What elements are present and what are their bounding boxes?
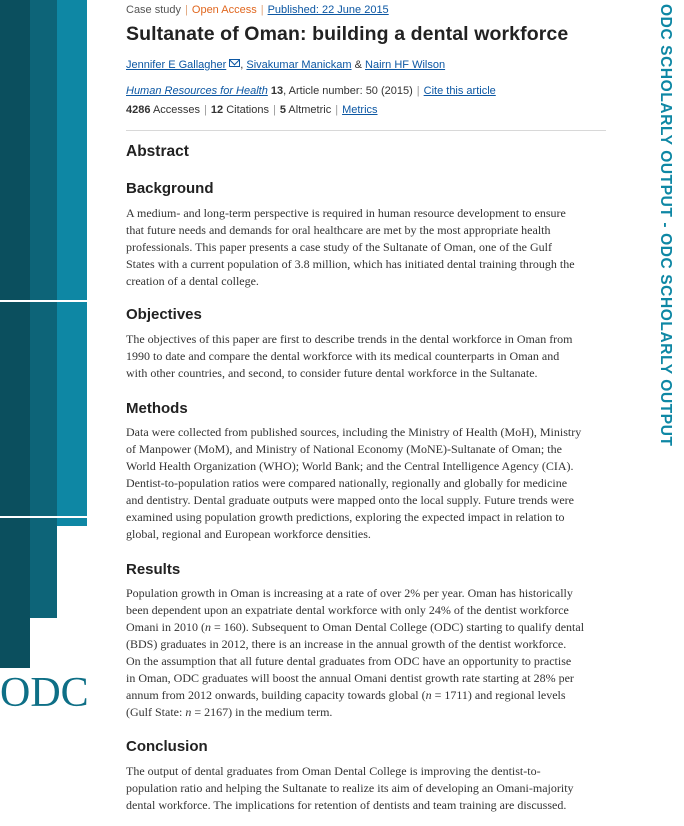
author-link[interactable]: Jennifer E Gallagher bbox=[126, 59, 227, 71]
decorative-bar-dark bbox=[0, 0, 30, 668]
journal-name-link[interactable]: Human Resources for Health bbox=[126, 85, 268, 97]
author-link[interactable]: Sivakumar Manickam bbox=[246, 59, 352, 71]
side-watermark-text: ODC SCHOLARLY OUTPUT - ODC SCHOLARLY OUTPUT bbox=[657, 4, 674, 447]
altmetric-label: Altmetric bbox=[288, 104, 332, 116]
section-heading-results: Results bbox=[126, 561, 181, 578]
author-list: Jennifer E Gallagher , Sivakumar Manickam & Nairn HF Wilson bbox=[126, 59, 446, 71]
abstract-heading: Abstract bbox=[126, 143, 189, 160]
journal-volume: 13 bbox=[270, 85, 284, 97]
odc-logo: ODC bbox=[0, 670, 89, 716]
article-title: Sultanate of Oman: building a dental workforce bbox=[126, 23, 569, 45]
section-heading-background: Background bbox=[126, 180, 214, 197]
accesses-count: 4286 bbox=[126, 104, 151, 116]
section-text-conclusion: The output of dental graduates from Oman Dental College is improving the dentist-to- population ratio and helping the Sultanate to realize its aim of developing an Omani-majority dental workforce. The implications for retention of dentists and team training are discussed. bbox=[126, 764, 574, 812]
section-heading-methods: Methods bbox=[126, 400, 188, 417]
article-type: Case study bbox=[126, 4, 182, 16]
open-access-label: Open Access bbox=[191, 4, 257, 16]
section-text-objectives: The objectives of this paper are first to describe trends in the dental workforce in Oman from 1990 to date and compare the dental workforce with its medical counterparts in Oman and with other countries, and second, to consider future dental workforce in the Sultanate. bbox=[126, 332, 573, 380]
article-number: , Article number: 50 (2015) bbox=[283, 85, 413, 97]
article-meta-line: Case study | Open Access | Published: 22 June 2015 bbox=[126, 4, 389, 16]
metrics-link[interactable]: Metrics bbox=[342, 104, 378, 116]
section-heading-conclusion: Conclusion bbox=[126, 738, 208, 755]
accesses-label: Accesses bbox=[152, 104, 201, 116]
decorative-bar-gap bbox=[0, 300, 87, 302]
cite-article-link[interactable]: Cite this article bbox=[423, 85, 496, 97]
journal-line: Human Resources for Health 13, Article number: 50 (2015) | Cite this article bbox=[126, 85, 496, 97]
section-text-background: A medium- and long-term perspective is required in human resource development to ensure that future needs and demands for oral healthcare are met by the most appropriate health professionals. This paper presents a case study of the Sultanate of Oman, one of the Gulf States with a current population of 3.8 million, which has initiated dental training through the creation of a dental college. bbox=[126, 206, 575, 288]
section-text-methods: Data were collected from published sources, including the Ministry of Health (MoH), Ministry of Manpower (MoM), and Ministry of National Economy (MoNE)-Sultanate of Oman; the World Health Organization (WHO); World Bank; and the Central Intelligence Agency (CIA). Dentist-to-population ratios were compared nationally, regionally and globally for medicine and dentistry. Dental graduate outputs were mapped onto the local supply. Future trends were examined using population growth predictions, exploring the expected impact in relation to global, regional and European workforce densities. bbox=[126, 425, 582, 541]
section-text-results: Population growth in Oman is increasing at a rate of over 2% per year. Oman has historically been dependent upon an expatriate dental workforce with only 24% of the dentist workforce Omani in 2010 (n = 160). Subsequent to Oman Dental College (ODC) starting to qualify dental (BDS) graduates in 2012, there is an increase in the annual growth of the dentist workforce. On the assumption that all future dental graduates from ODC have an opportunity to practise in Oman, ODC graduates will boost the annual Omani dentist growth rate starting at 28% per annum from 2012 onwards, building capacity towards global (n = 1711) and regional levels (Gulf State: n = 2167) in the medium term. bbox=[126, 586, 585, 719]
section-divider bbox=[126, 130, 606, 131]
article-metrics: 4286 Accesses | 12 Citations | 5 Altmetric | Metrics bbox=[126, 104, 378, 116]
decorative-bar-medium bbox=[30, 0, 57, 618]
citations-count: 12 bbox=[210, 104, 224, 116]
altmetric-count: 5 bbox=[279, 104, 286, 116]
author-link[interactable]: Nairn HF Wilson bbox=[365, 59, 446, 71]
section-heading-objectives: Objectives bbox=[126, 306, 202, 323]
email-icon[interactable] bbox=[229, 59, 240, 67]
published-date-link[interactable]: Published: 22 June 2015 bbox=[267, 4, 389, 16]
citations-label: Citations bbox=[226, 104, 269, 116]
decorative-bar-light bbox=[57, 0, 87, 526]
decorative-bar-gap bbox=[0, 516, 87, 518]
